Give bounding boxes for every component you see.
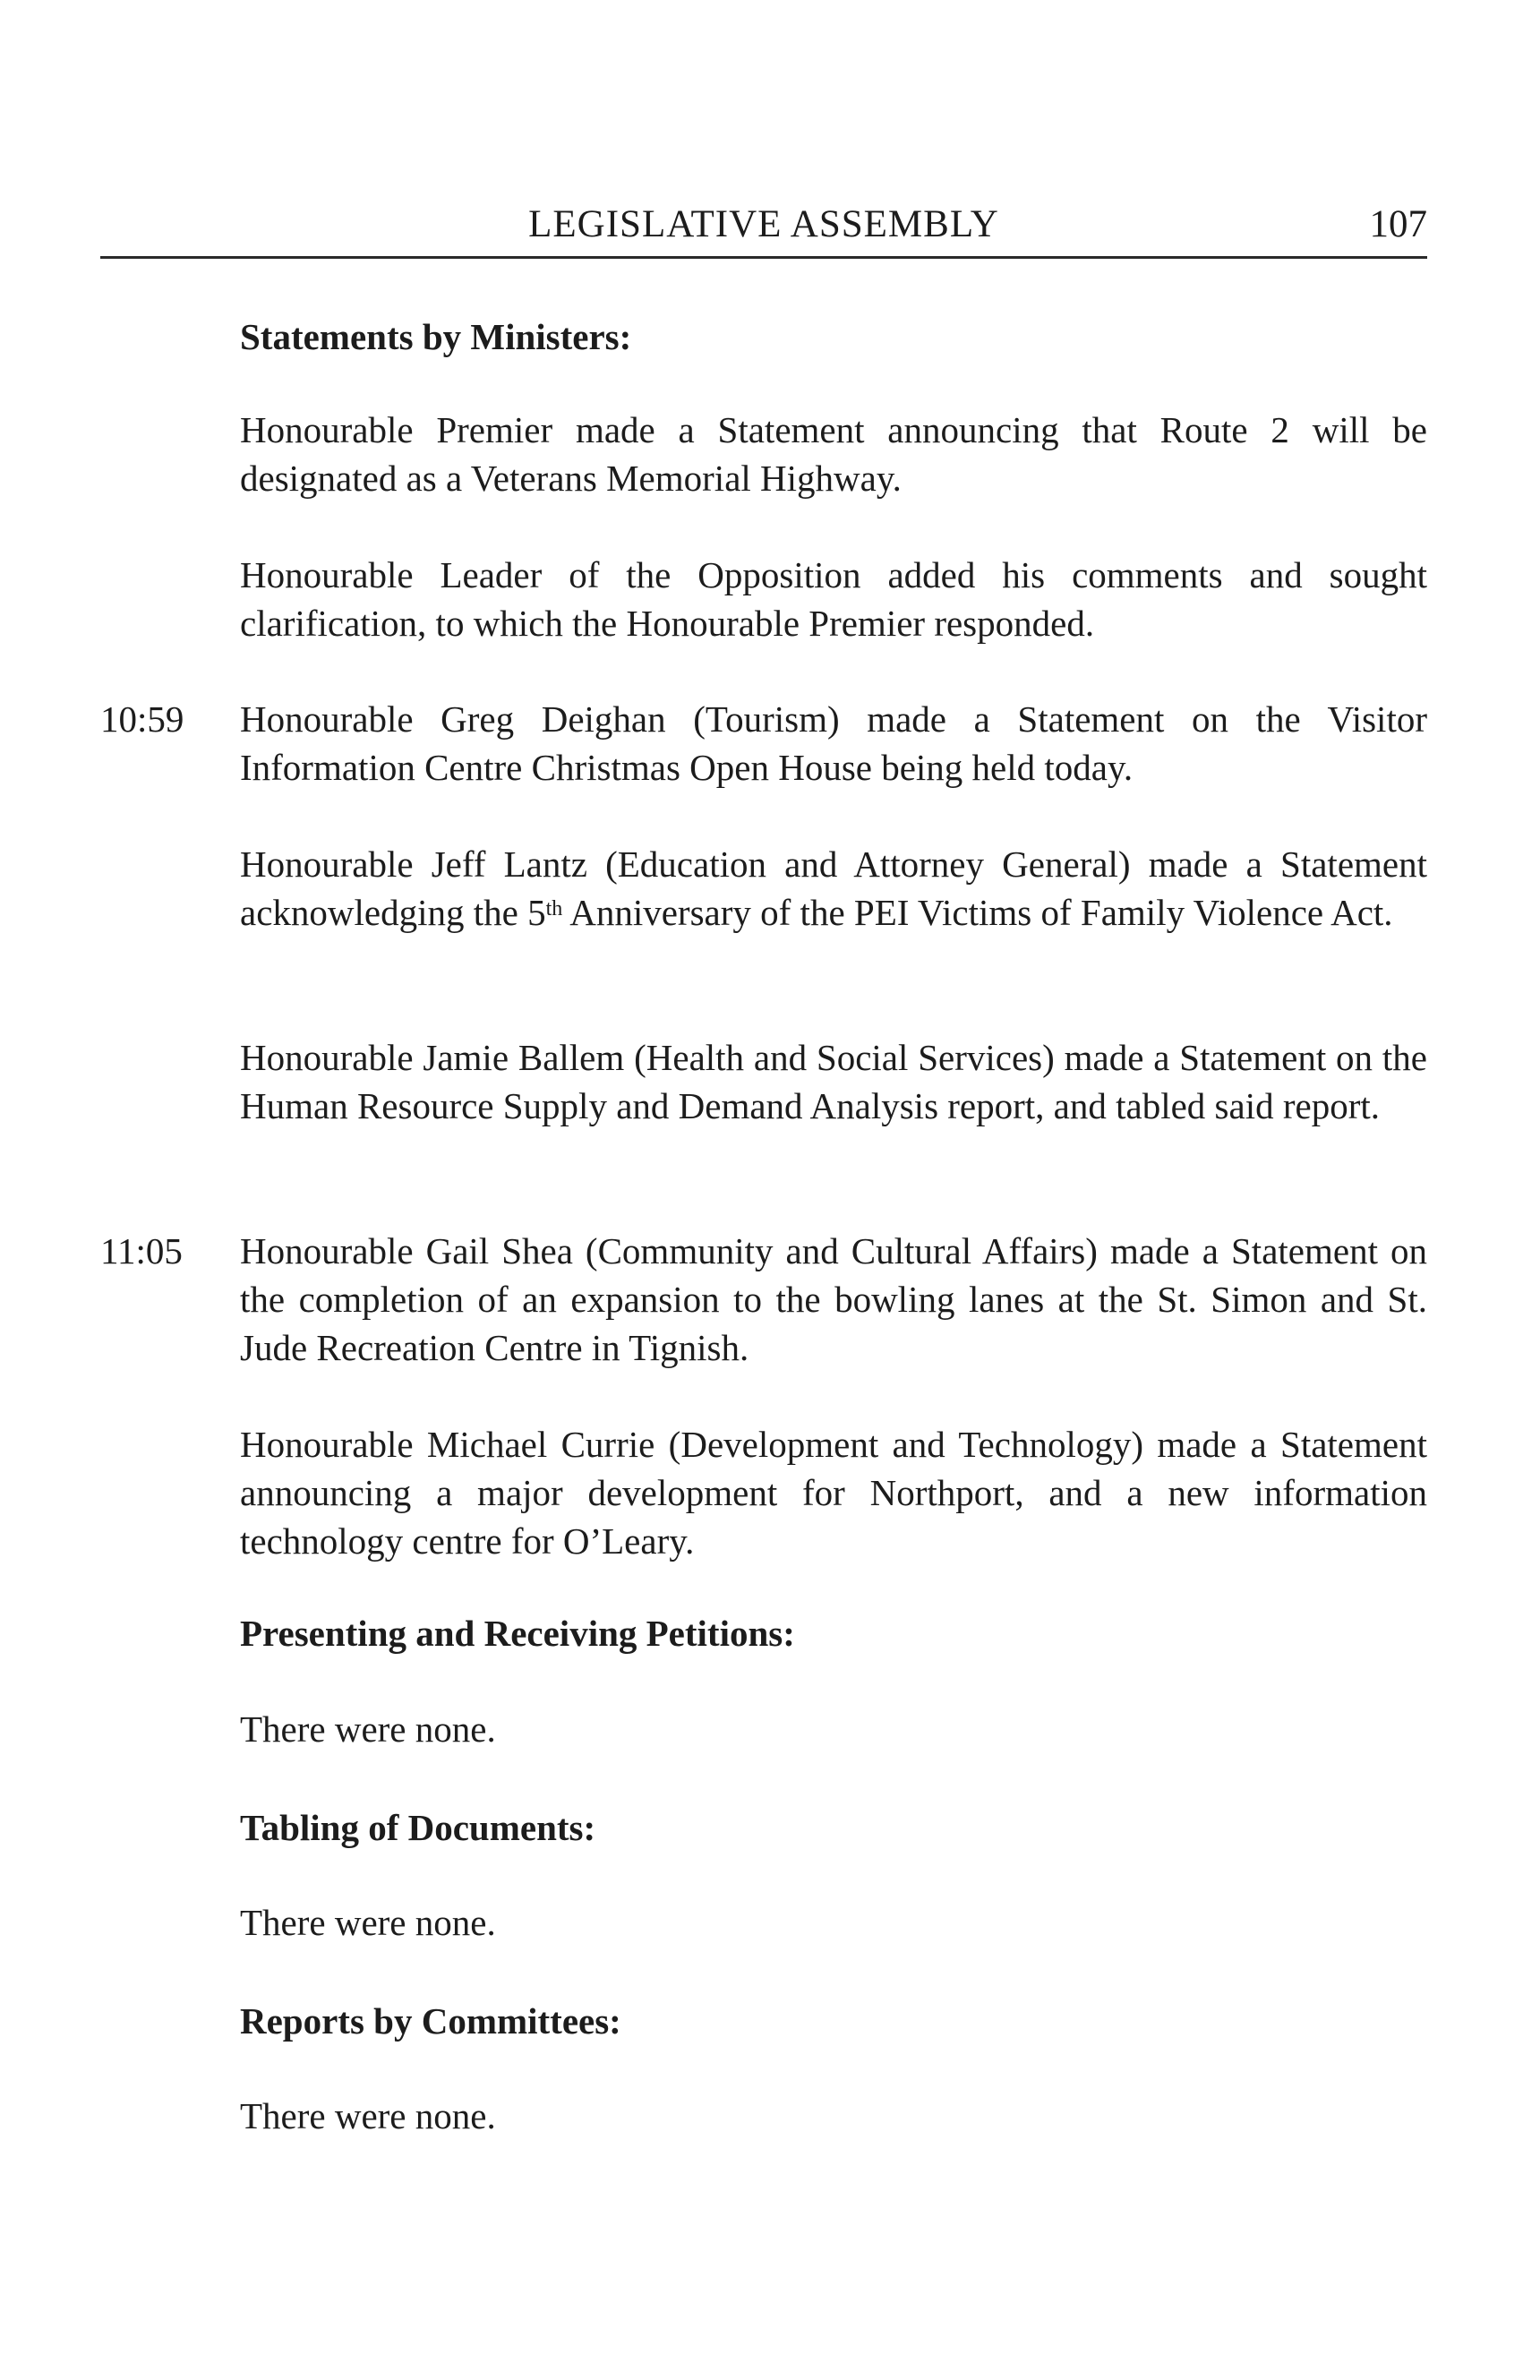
statement-paragraph: Honourable Leader of the Opposition added his comments and sought clarification, to which the Honourable Premier responded. bbox=[240, 554, 1427, 644]
statement-paragraph: Honourable Jamie Ballem (Health and Social Services) made a Statement on the Human Resource Supply and Demand Analysis report, and tabled said report. bbox=[240, 1037, 1427, 1126]
section-text: There were none. bbox=[240, 1708, 496, 1750]
page-number: 107 bbox=[1369, 203, 1427, 245]
section-text: There were none. bbox=[240, 2095, 496, 2136]
ordinal-superscript: th bbox=[545, 897, 563, 920]
time-stamp: 10:59 bbox=[100, 698, 184, 740]
section-heading-petitions: Presenting and Receiving Petitions: bbox=[240, 1613, 795, 1654]
statement-paragraph: Honourable Gail Shea (Community and Cultural Affairs) made a Statement on the completion of an expansion to the bowling lanes at the St. Simon and St. Jude Recreation Centre in Tignish. bbox=[240, 1230, 1427, 1368]
time-stamp: 11:05 bbox=[100, 1230, 183, 1271]
statement-paragraph: Honourable Michael Currie (Development and Technology) made a Statement announcing a major development for Northport, and a new information technology centre for O’Leary. bbox=[240, 1424, 1427, 1562]
section-heading-committees: Reports by Committees: bbox=[240, 2000, 621, 2042]
statement-paragraph: Honourable Greg Deighan (Tourism) made a Statement on the Visitor Information Centre Christmas Open House being held today. bbox=[240, 698, 1427, 788]
statement-text: Anniversary of the PEI Victims of Family Violence Act. bbox=[562, 892, 1393, 933]
section-text: There were none. bbox=[240, 1902, 496, 1943]
statement-paragraph: Honourable Premier made a Statement announcing that Route 2 will be designated as a Veterans Memorial Highway. bbox=[240, 409, 1427, 499]
statement-paragraph bbox=[240, 840, 1427, 937]
section-heading-statements: Statements by Ministers: bbox=[240, 316, 632, 357]
section-heading-documents: Tabling of Documents: bbox=[240, 1807, 596, 1848]
statement-text: Honourable Jeff Lantz (Education and Attorney General) made a Statement acknowledging the 5 bbox=[240, 843, 1427, 933]
page-header bbox=[100, 199, 1427, 259]
header-title: LEGISLATIVE ASSEMBLY bbox=[528, 203, 999, 245]
